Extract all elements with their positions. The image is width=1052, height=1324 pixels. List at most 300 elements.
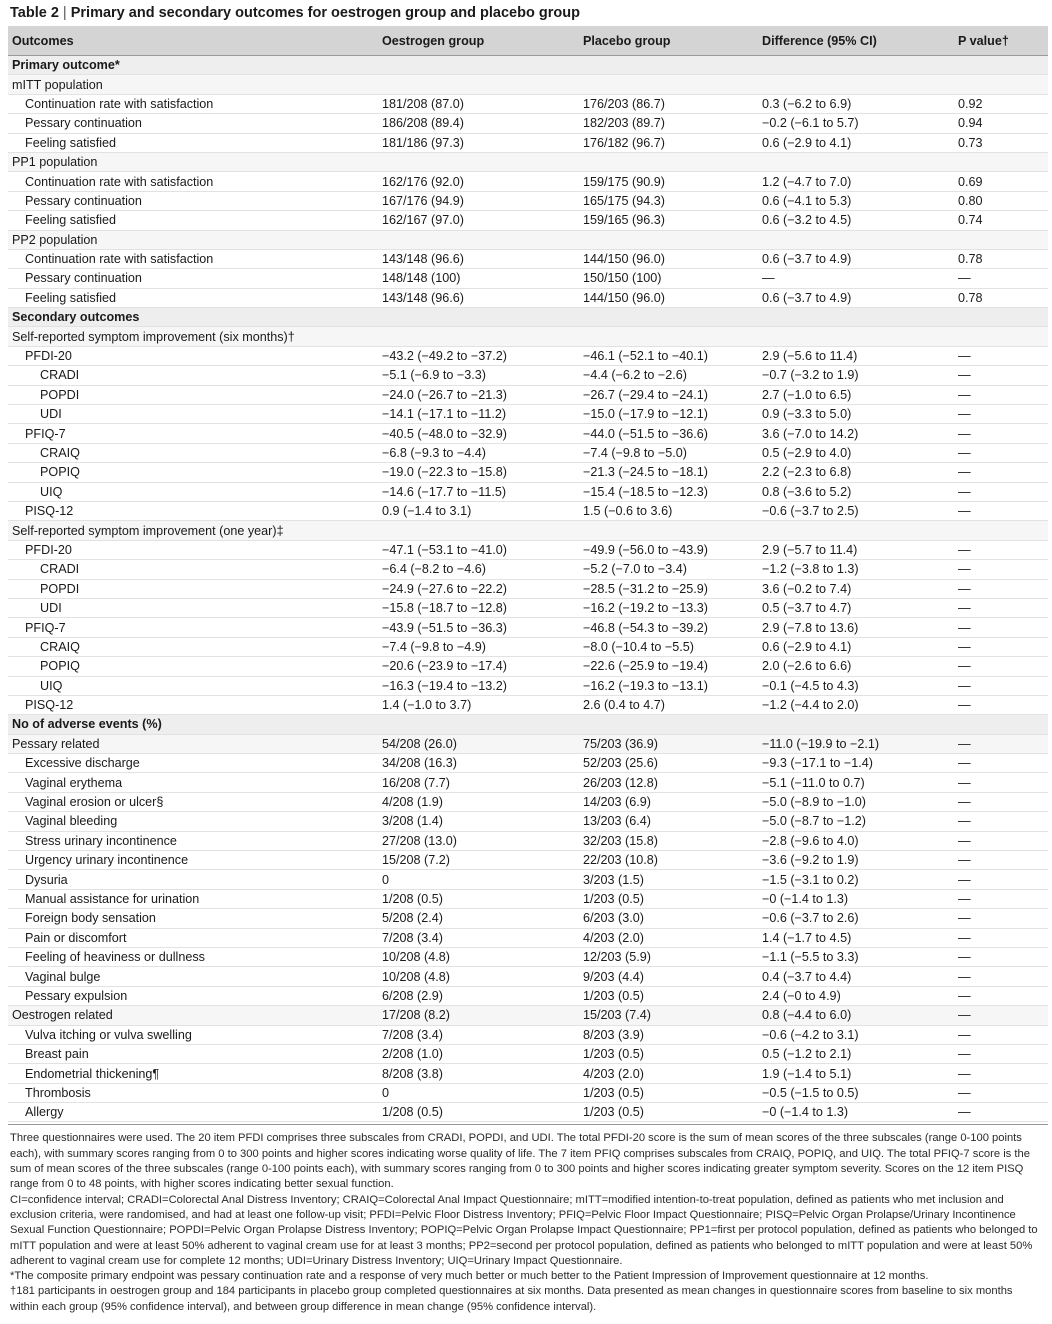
oestrogen-cell: 0	[378, 1083, 579, 1102]
group-row	[8, 230, 1048, 249]
footnote-paragraph: CI=confidence interval; CRADI=Colorectal Anal Distress Inventory; CRAIQ=Colorectal Anal Impact Questionnaire; mITT=modified intention-to-treat population, defined as patients who met inclusion and exclusion criteria, were randomised, and had at least one follow-up visit; PFDI=Pelvic Floor Distress Inventory; PFIQ=Pelvic Floor Impact Questionnaire; PISQ=Pelvic Organ Prolapse/Urinary Incontinence Sexual Function Questionnaire; POPDI=Pelvic Organ Prolapse Distress Inventory; POPIQ=Pelvic Organ Prolapse Impact Questionnaire; PP1=first per protocol population, defined as patients who belonged to mITT population and were at least 50% adherent to vaginal cream use for at least 3 months; PP2=second per protocol population, defined as patients who belonged to mITT population and were at least 50% adherent to vaginal cream use for complete 12 months; UDI=Urinary Distress Inventory; UIQ=Urinary Impact Questionnaire.	[10, 1193, 1038, 1267]
oestrogen-cell: 143/148 (96.6)	[378, 288, 579, 307]
oestrogen-cell: 2/208 (1.0)	[378, 1044, 579, 1063]
p-value-cell: —	[954, 346, 1048, 365]
table-row	[8, 133, 1048, 152]
p-value-cell: —	[954, 851, 1048, 870]
outcome-cell: No of adverse events (%)	[8, 715, 378, 734]
section-row	[8, 715, 1048, 734]
p-value-cell: —	[954, 1083, 1048, 1102]
placebo-cell: −15.0 (−17.9 to −12.1)	[579, 405, 758, 424]
placebo-cell	[579, 75, 758, 94]
outcome-cell: POPDI	[8, 385, 378, 404]
placebo-cell	[579, 308, 758, 327]
oestrogen-cell: −24.9 (−27.6 to −22.2)	[378, 579, 579, 598]
p-value-cell: —	[954, 501, 1048, 520]
table-title	[8, 0, 1048, 26]
table-row	[8, 579, 1048, 598]
outcome-cell: Thrombosis	[8, 1083, 378, 1102]
difference-cell: 2.9 (−5.7 to 11.4)	[758, 540, 954, 559]
placebo-cell	[579, 230, 758, 249]
placebo-cell: 3/203 (1.5)	[579, 870, 758, 889]
placebo-cell	[579, 56, 758, 75]
outcome-cell: Continuation rate with satisfaction	[8, 249, 378, 268]
difference-cell: −5.1 (−11.0 to 0.7)	[758, 773, 954, 792]
difference-cell: 0.6 (−3.7 to 4.9)	[758, 288, 954, 307]
outcome-cell: POPIQ	[8, 463, 378, 482]
p-value-cell: —	[954, 366, 1048, 385]
difference-cell	[758, 56, 954, 75]
outcome-cell: Feeling of heaviness or dullness	[8, 947, 378, 966]
oestrogen-cell	[378, 308, 579, 327]
placebo-cell: 4/203 (2.0)	[579, 1064, 758, 1083]
difference-cell: −2.8 (−9.6 to 4.0)	[758, 831, 954, 850]
footnote-paragraph: †181 participants in oestrogen group and 184 participants in placebo group completed questionnaires at six months. Data presented as mean changes in questionnaire scores from baseline to six months within each group (95% confidence interval), and between group difference in mean change (95% confidence interval).	[10, 1285, 1013, 1313]
difference-cell: 0.6 (−3.7 to 4.9)	[758, 249, 954, 268]
difference-cell: —	[758, 269, 954, 288]
p-value-cell: —	[954, 1044, 1048, 1063]
table-row	[8, 637, 1048, 656]
group-row	[8, 1006, 1048, 1025]
placebo-cell: −16.2 (−19.2 to −13.3)	[579, 598, 758, 617]
p-value-cell: —	[954, 773, 1048, 792]
placebo-cell: 159/165 (96.3)	[579, 211, 758, 230]
placebo-cell: 144/150 (96.0)	[579, 288, 758, 307]
difference-cell: −0.5 (−1.5 to 0.5)	[758, 1083, 954, 1102]
difference-cell: −11.0 (−19.9 to −2.1)	[758, 734, 954, 753]
p-value-cell: —	[954, 637, 1048, 656]
table-footnotes	[8, 1124, 1048, 1315]
table-row	[8, 560, 1048, 579]
oestrogen-cell: 1/208 (0.5)	[378, 889, 579, 908]
placebo-cell: 2.6 (0.4 to 4.7)	[579, 695, 758, 714]
placebo-cell: 13/203 (6.4)	[579, 812, 758, 831]
placebo-cell: 159/175 (90.9)	[579, 172, 758, 191]
placebo-cell: 176/203 (86.7)	[579, 94, 758, 113]
oestrogen-cell: 54/208 (26.0)	[378, 734, 579, 753]
table-row	[8, 598, 1048, 617]
outcome-cell: PFIQ-7	[8, 424, 378, 443]
p-value-cell	[954, 75, 1048, 94]
oestrogen-cell	[378, 327, 579, 346]
placebo-cell: 1/203 (0.5)	[579, 1083, 758, 1102]
placebo-cell: −7.4 (−9.8 to −5.0)	[579, 443, 758, 462]
outcome-cell: PISQ-12	[8, 695, 378, 714]
outcome-cell: Vaginal bleeding	[8, 812, 378, 831]
difference-cell: 3.6 (−0.2 to 7.4)	[758, 579, 954, 598]
table-row	[8, 172, 1048, 191]
placebo-cell: 9/203 (4.4)	[579, 967, 758, 986]
p-value-cell: —	[954, 695, 1048, 714]
difference-cell: 0.4 (−3.7 to 4.4)	[758, 967, 954, 986]
difference-cell: 0.6 (−3.2 to 4.5)	[758, 211, 954, 230]
outcome-cell: POPDI	[8, 579, 378, 598]
difference-cell: −0.1 (−4.5 to 4.3)	[758, 676, 954, 695]
difference-cell: 2.7 (−1.0 to 6.5)	[758, 385, 954, 404]
oestrogen-cell: 181/186 (97.3)	[378, 133, 579, 152]
placebo-cell	[579, 152, 758, 171]
p-value-cell: —	[954, 463, 1048, 482]
placebo-cell: 1/203 (0.5)	[579, 1103, 758, 1122]
outcome-cell: Endometrial thickening¶	[8, 1064, 378, 1083]
table-row	[8, 695, 1048, 714]
oestrogen-cell: −15.8 (−18.7 to −12.8)	[378, 598, 579, 617]
outcome-cell: PFDI-20	[8, 346, 378, 365]
difference-cell: 0.6 (−4.1 to 5.3)	[758, 191, 954, 210]
p-value-cell	[954, 715, 1048, 734]
p-value-cell: —	[954, 676, 1048, 695]
table-row	[8, 540, 1048, 559]
outcome-cell: Oestrogen related	[8, 1006, 378, 1025]
difference-cell: −0 (−1.4 to 1.3)	[758, 889, 954, 908]
table-row	[8, 424, 1048, 443]
p-value-cell: —	[954, 269, 1048, 288]
outcome-cell: CRADI	[8, 560, 378, 579]
table-row	[8, 463, 1048, 482]
difference-cell: 1.4 (−1.7 to 4.5)	[758, 928, 954, 947]
difference-cell	[758, 230, 954, 249]
oestrogen-cell: 7/208 (3.4)	[378, 1025, 579, 1044]
difference-cell: 0.5 (−1.2 to 2.1)	[758, 1044, 954, 1063]
difference-cell	[758, 308, 954, 327]
p-value-cell: —	[954, 967, 1048, 986]
table-row	[8, 618, 1048, 637]
difference-cell	[758, 327, 954, 346]
oestrogen-cell: 17/208 (8.2)	[378, 1006, 579, 1025]
table-row	[8, 909, 1048, 928]
outcome-cell: Vaginal bulge	[8, 967, 378, 986]
outcome-cell: PP2 population	[8, 230, 378, 249]
difference-cell: 0.9 (−3.3 to 5.0)	[758, 405, 954, 424]
outcome-cell: Dysuria	[8, 870, 378, 889]
outcome-cell: CRAIQ	[8, 443, 378, 462]
placebo-cell: 8/203 (3.9)	[579, 1025, 758, 1044]
placebo-cell: 1/203 (0.5)	[579, 1044, 758, 1063]
oestrogen-cell: 162/176 (92.0)	[378, 172, 579, 191]
oestrogen-cell: −40.5 (−48.0 to −32.9)	[378, 424, 579, 443]
placebo-cell: 52/203 (25.6)	[579, 754, 758, 773]
difference-cell: −5.0 (−8.7 to −1.2)	[758, 812, 954, 831]
difference-cell: −1.1 (−5.5 to 3.3)	[758, 947, 954, 966]
p-value-cell: —	[954, 928, 1048, 947]
placebo-cell: −5.2 (−7.0 to −3.4)	[579, 560, 758, 579]
outcome-cell: Foreign body sensation	[8, 909, 378, 928]
p-value-cell: —	[954, 598, 1048, 617]
placebo-cell	[579, 715, 758, 734]
group-row	[8, 521, 1048, 540]
difference-cell: 0.8 (−3.6 to 5.2)	[758, 482, 954, 501]
oestrogen-cell	[378, 521, 579, 540]
table-row	[8, 889, 1048, 908]
outcome-cell: UDI	[8, 405, 378, 424]
p-value-cell: —	[954, 792, 1048, 811]
placebo-cell: −44.0 (−51.5 to −36.6)	[579, 424, 758, 443]
table-row	[8, 1083, 1048, 1102]
oestrogen-cell: −47.1 (−53.1 to −41.0)	[378, 540, 579, 559]
placebo-cell: −15.4 (−18.5 to −12.3)	[579, 482, 758, 501]
table-row	[8, 443, 1048, 462]
table-row	[8, 986, 1048, 1005]
table-row	[8, 288, 1048, 307]
header-outcomes: Outcomes	[8, 26, 378, 56]
table-row	[8, 1025, 1048, 1044]
oestrogen-cell: −20.6 (−23.9 to −17.4)	[378, 657, 579, 676]
outcome-cell: Manual assistance for urination	[8, 889, 378, 908]
outcome-cell: CRAIQ	[8, 637, 378, 656]
difference-cell: −1.2 (−3.8 to 1.3)	[758, 560, 954, 579]
outcome-cell: UDI	[8, 598, 378, 617]
table-row	[8, 482, 1048, 501]
placebo-cell: 26/203 (12.8)	[579, 773, 758, 792]
oestrogen-cell: 5/208 (2.4)	[378, 909, 579, 928]
table-row	[8, 851, 1048, 870]
p-value-cell: 0.73	[954, 133, 1048, 152]
table-subtitle: Primary and secondary outcomes for oestrogen group and placebo group	[70, 5, 580, 21]
oestrogen-cell: 8/208 (3.8)	[378, 1064, 579, 1083]
outcome-cell: Vaginal erosion or ulcer§	[8, 792, 378, 811]
placebo-cell: −49.9 (−56.0 to −43.9)	[579, 540, 758, 559]
p-value-cell	[954, 230, 1048, 249]
oestrogen-cell: 1/208 (0.5)	[378, 1103, 579, 1122]
p-value-cell: —	[954, 986, 1048, 1005]
outcome-cell: PP1 population	[8, 152, 378, 171]
placebo-cell: 144/150 (96.0)	[579, 249, 758, 268]
difference-cell: 2.9 (−7.8 to 13.6)	[758, 618, 954, 637]
group-row	[8, 734, 1048, 753]
section-row	[8, 308, 1048, 327]
p-value-cell: 0.69	[954, 172, 1048, 191]
table-row	[8, 249, 1048, 268]
table-row	[8, 967, 1048, 986]
oestrogen-cell	[378, 152, 579, 171]
p-value-cell: —	[954, 540, 1048, 559]
table-number: Table 2	[10, 5, 59, 21]
p-value-cell: 0.78	[954, 288, 1048, 307]
outcome-cell: Feeling satisfied	[8, 288, 378, 307]
oestrogen-cell: 143/148 (96.6)	[378, 249, 579, 268]
table-row	[8, 385, 1048, 404]
placebo-cell: 6/203 (3.0)	[579, 909, 758, 928]
outcome-cell: CRADI	[8, 366, 378, 385]
placebo-cell: 32/203 (15.8)	[579, 831, 758, 850]
outcome-cell: Excessive discharge	[8, 754, 378, 773]
p-value-cell: —	[954, 618, 1048, 637]
oestrogen-cell: −19.0 (−22.3 to −15.8)	[378, 463, 579, 482]
p-value-cell: —	[954, 754, 1048, 773]
group-row	[8, 152, 1048, 171]
outcome-cell: PFIQ-7	[8, 618, 378, 637]
oestrogen-cell	[378, 230, 579, 249]
section-row	[8, 56, 1048, 75]
p-value-cell	[954, 521, 1048, 540]
table-row	[8, 1064, 1048, 1083]
oestrogen-cell: 167/176 (94.9)	[378, 191, 579, 210]
p-value-cell: 0.94	[954, 114, 1048, 133]
p-value-cell: —	[954, 657, 1048, 676]
placebo-cell: 176/182 (96.7)	[579, 133, 758, 152]
oestrogen-cell: 186/208 (89.4)	[378, 114, 579, 133]
difference-cell	[758, 521, 954, 540]
p-value-cell: —	[954, 482, 1048, 501]
outcome-cell: mITT population	[8, 75, 378, 94]
placebo-cell: 12/203 (5.9)	[579, 947, 758, 966]
table-row	[8, 870, 1048, 889]
header-row	[8, 26, 1048, 56]
oestrogen-cell	[378, 75, 579, 94]
oestrogen-cell	[378, 56, 579, 75]
table-row	[8, 211, 1048, 230]
group-row	[8, 75, 1048, 94]
p-value-cell: —	[954, 1006, 1048, 1025]
difference-cell: −0.6 (−3.7 to 2.6)	[758, 909, 954, 928]
footnote-paragraph: Three questionnaires were used. The 20 item PFDI comprises three subscales from CRADI, POPDI, and UDI. The total PFDI-20 score is the sum of mean scores of the three subscales (range 0-100 points each), with summary scores ranging from 0 to 300 points and higher scores indicating worse quality of life. The 7 item PFIQ comprises subscales from CRAIQ, POPIQ, and UIQ. The total PFIQ-7 score is the sum of mean scores of the three subscales (range 0-100 points each), with summary scores ranging from 0 to 300 points and higher scores indicating greater symptom severity. Scores on the 12 item PISQ range from 0 to 48 points, with higher scores indicating better sexual function.	[10, 1132, 1030, 1191]
difference-cell: −3.6 (−9.2 to 1.9)	[758, 851, 954, 870]
p-value-cell: —	[954, 734, 1048, 753]
placebo-cell: 4/203 (2.0)	[579, 928, 758, 947]
oestrogen-cell: 16/208 (7.7)	[378, 773, 579, 792]
placebo-cell: 165/175 (94.3)	[579, 191, 758, 210]
outcome-cell: Continuation rate with satisfaction	[8, 172, 378, 191]
difference-cell: 1.9 (−1.4 to 5.1)	[758, 1064, 954, 1083]
table-row	[8, 773, 1048, 792]
p-value-cell: —	[954, 831, 1048, 850]
difference-cell: −0 (−1.4 to 1.3)	[758, 1103, 954, 1122]
p-value-cell	[954, 56, 1048, 75]
difference-cell: 2.9 (−5.6 to 11.4)	[758, 346, 954, 365]
p-value-cell: —	[954, 1064, 1048, 1083]
oestrogen-cell: 6/208 (2.9)	[378, 986, 579, 1005]
placebo-cell: −8.0 (−10.4 to −5.5)	[579, 637, 758, 656]
placebo-cell	[579, 327, 758, 346]
oestrogen-cell: −14.1 (−17.1 to −11.2)	[378, 405, 579, 424]
table-row	[8, 754, 1048, 773]
p-value-cell: —	[954, 560, 1048, 579]
p-value-cell: —	[954, 424, 1048, 443]
difference-cell: −0.6 (−4.2 to 3.1)	[758, 1025, 954, 1044]
outcome-cell: Primary outcome*	[8, 56, 378, 75]
p-value-cell: —	[954, 947, 1048, 966]
table-row	[8, 657, 1048, 676]
oestrogen-cell: 3/208 (1.4)	[378, 812, 579, 831]
placebo-cell: 15/203 (7.4)	[579, 1006, 758, 1025]
difference-cell: −1.5 (−3.1 to 0.2)	[758, 870, 954, 889]
outcome-cell: Pessary continuation	[8, 191, 378, 210]
p-value-cell	[954, 327, 1048, 346]
outcome-cell: Vaginal erythema	[8, 773, 378, 792]
table-row	[8, 94, 1048, 113]
difference-cell: 0.6 (−2.9 to 4.1)	[758, 133, 954, 152]
outcome-cell: POPIQ	[8, 657, 378, 676]
outcome-cell: Pessary continuation	[8, 114, 378, 133]
oestrogen-cell: 148/148 (100)	[378, 269, 579, 288]
placebo-cell: 14/203 (6.9)	[579, 792, 758, 811]
oestrogen-cell: 10/208 (4.8)	[378, 947, 579, 966]
difference-cell: 0.3 (−6.2 to 6.9)	[758, 94, 954, 113]
placebo-cell: −26.7 (−29.4 to −24.1)	[579, 385, 758, 404]
difference-cell: −5.0 (−8.9 to −1.0)	[758, 792, 954, 811]
outcome-cell: Stress urinary incontinence	[8, 831, 378, 850]
table-row	[8, 676, 1048, 695]
footnote-paragraph: *The composite primary endpoint was pessary continuation rate and a response of very much better or much better to the Patient Impression of Improvement questionnaire at 12 months.	[10, 1270, 929, 1283]
outcome-cell: PFDI-20	[8, 540, 378, 559]
header-placebo-group: Placebo group	[579, 26, 758, 56]
p-value-cell: —	[954, 405, 1048, 424]
oestrogen-cell: −43.9 (−51.5 to −36.3)	[378, 618, 579, 637]
placebo-cell: −21.3 (−24.5 to −18.1)	[579, 463, 758, 482]
p-value-cell: 0.78	[954, 249, 1048, 268]
table-row	[8, 501, 1048, 520]
difference-cell	[758, 75, 954, 94]
table-body	[8, 56, 1048, 1122]
difference-cell: −0.2 (−6.1 to 5.7)	[758, 114, 954, 133]
oestrogen-cell: −14.6 (−17.7 to −11.5)	[378, 482, 579, 501]
outcome-cell: Pessary related	[8, 734, 378, 753]
difference-cell: −9.3 (−17.1 to −1.4)	[758, 754, 954, 773]
p-value-cell: 0.74	[954, 211, 1048, 230]
oestrogen-cell: 34/208 (16.3)	[378, 754, 579, 773]
placebo-cell: 22/203 (10.8)	[579, 851, 758, 870]
p-value-cell: —	[954, 579, 1048, 598]
oestrogen-cell: −7.4 (−9.8 to −4.9)	[378, 637, 579, 656]
placebo-cell: −46.1 (−52.1 to −40.1)	[579, 346, 758, 365]
outcome-cell: PISQ-12	[8, 501, 378, 520]
table-row	[8, 366, 1048, 385]
oestrogen-cell: −6.8 (−9.3 to −4.4)	[378, 443, 579, 462]
p-value-cell	[954, 152, 1048, 171]
outcome-cell: Feeling satisfied	[8, 211, 378, 230]
oestrogen-cell: −5.1 (−6.9 to −3.3)	[378, 366, 579, 385]
title-separator: |	[62, 5, 67, 21]
p-value-cell: —	[954, 909, 1048, 928]
p-value-cell: 0.80	[954, 191, 1048, 210]
table-row	[8, 405, 1048, 424]
header-oestrogen-group: Oestrogen group	[378, 26, 579, 56]
oestrogen-cell: 0	[378, 870, 579, 889]
oestrogen-cell: 15/208 (7.2)	[378, 851, 579, 870]
outcomes-table	[8, 26, 1048, 1122]
oestrogen-cell: 0.9 (−1.4 to 3.1)	[378, 501, 579, 520]
difference-cell: −0.7 (−3.2 to 1.9)	[758, 366, 954, 385]
outcome-cell: UIQ	[8, 482, 378, 501]
table-row	[8, 269, 1048, 288]
table-row	[8, 191, 1048, 210]
table-row	[8, 1103, 1048, 1122]
placebo-cell: −46.8 (−54.3 to −39.2)	[579, 618, 758, 637]
placebo-cell: 182/203 (89.7)	[579, 114, 758, 133]
table-header	[8, 26, 1048, 56]
p-value-cell: —	[954, 1025, 1048, 1044]
oestrogen-cell: 10/208 (4.8)	[378, 967, 579, 986]
oestrogen-cell: 1.4 (−1.0 to 3.7)	[378, 695, 579, 714]
difference-cell: −1.2 (−4.4 to 2.0)	[758, 695, 954, 714]
outcome-cell: Pain or discomfort	[8, 928, 378, 947]
p-value-cell: —	[954, 889, 1048, 908]
placebo-cell	[579, 521, 758, 540]
table-row	[8, 346, 1048, 365]
oestrogen-cell: 181/208 (87.0)	[378, 94, 579, 113]
difference-cell: 2.2 (−2.3 to 6.8)	[758, 463, 954, 482]
table-row	[8, 831, 1048, 850]
outcome-cell: Vulva itching or vulva swelling	[8, 1025, 378, 1044]
difference-cell: 0.8 (−4.4 to 6.0)	[758, 1006, 954, 1025]
placebo-cell: 75/203 (36.9)	[579, 734, 758, 753]
oestrogen-cell: 7/208 (3.4)	[378, 928, 579, 947]
oestrogen-cell: −16.3 (−19.4 to −13.2)	[378, 676, 579, 695]
p-value-cell: —	[954, 385, 1048, 404]
difference-cell: 0.6 (−2.9 to 4.1)	[758, 637, 954, 656]
outcome-cell: Continuation rate with satisfaction	[8, 94, 378, 113]
oestrogen-cell: 162/167 (97.0)	[378, 211, 579, 230]
